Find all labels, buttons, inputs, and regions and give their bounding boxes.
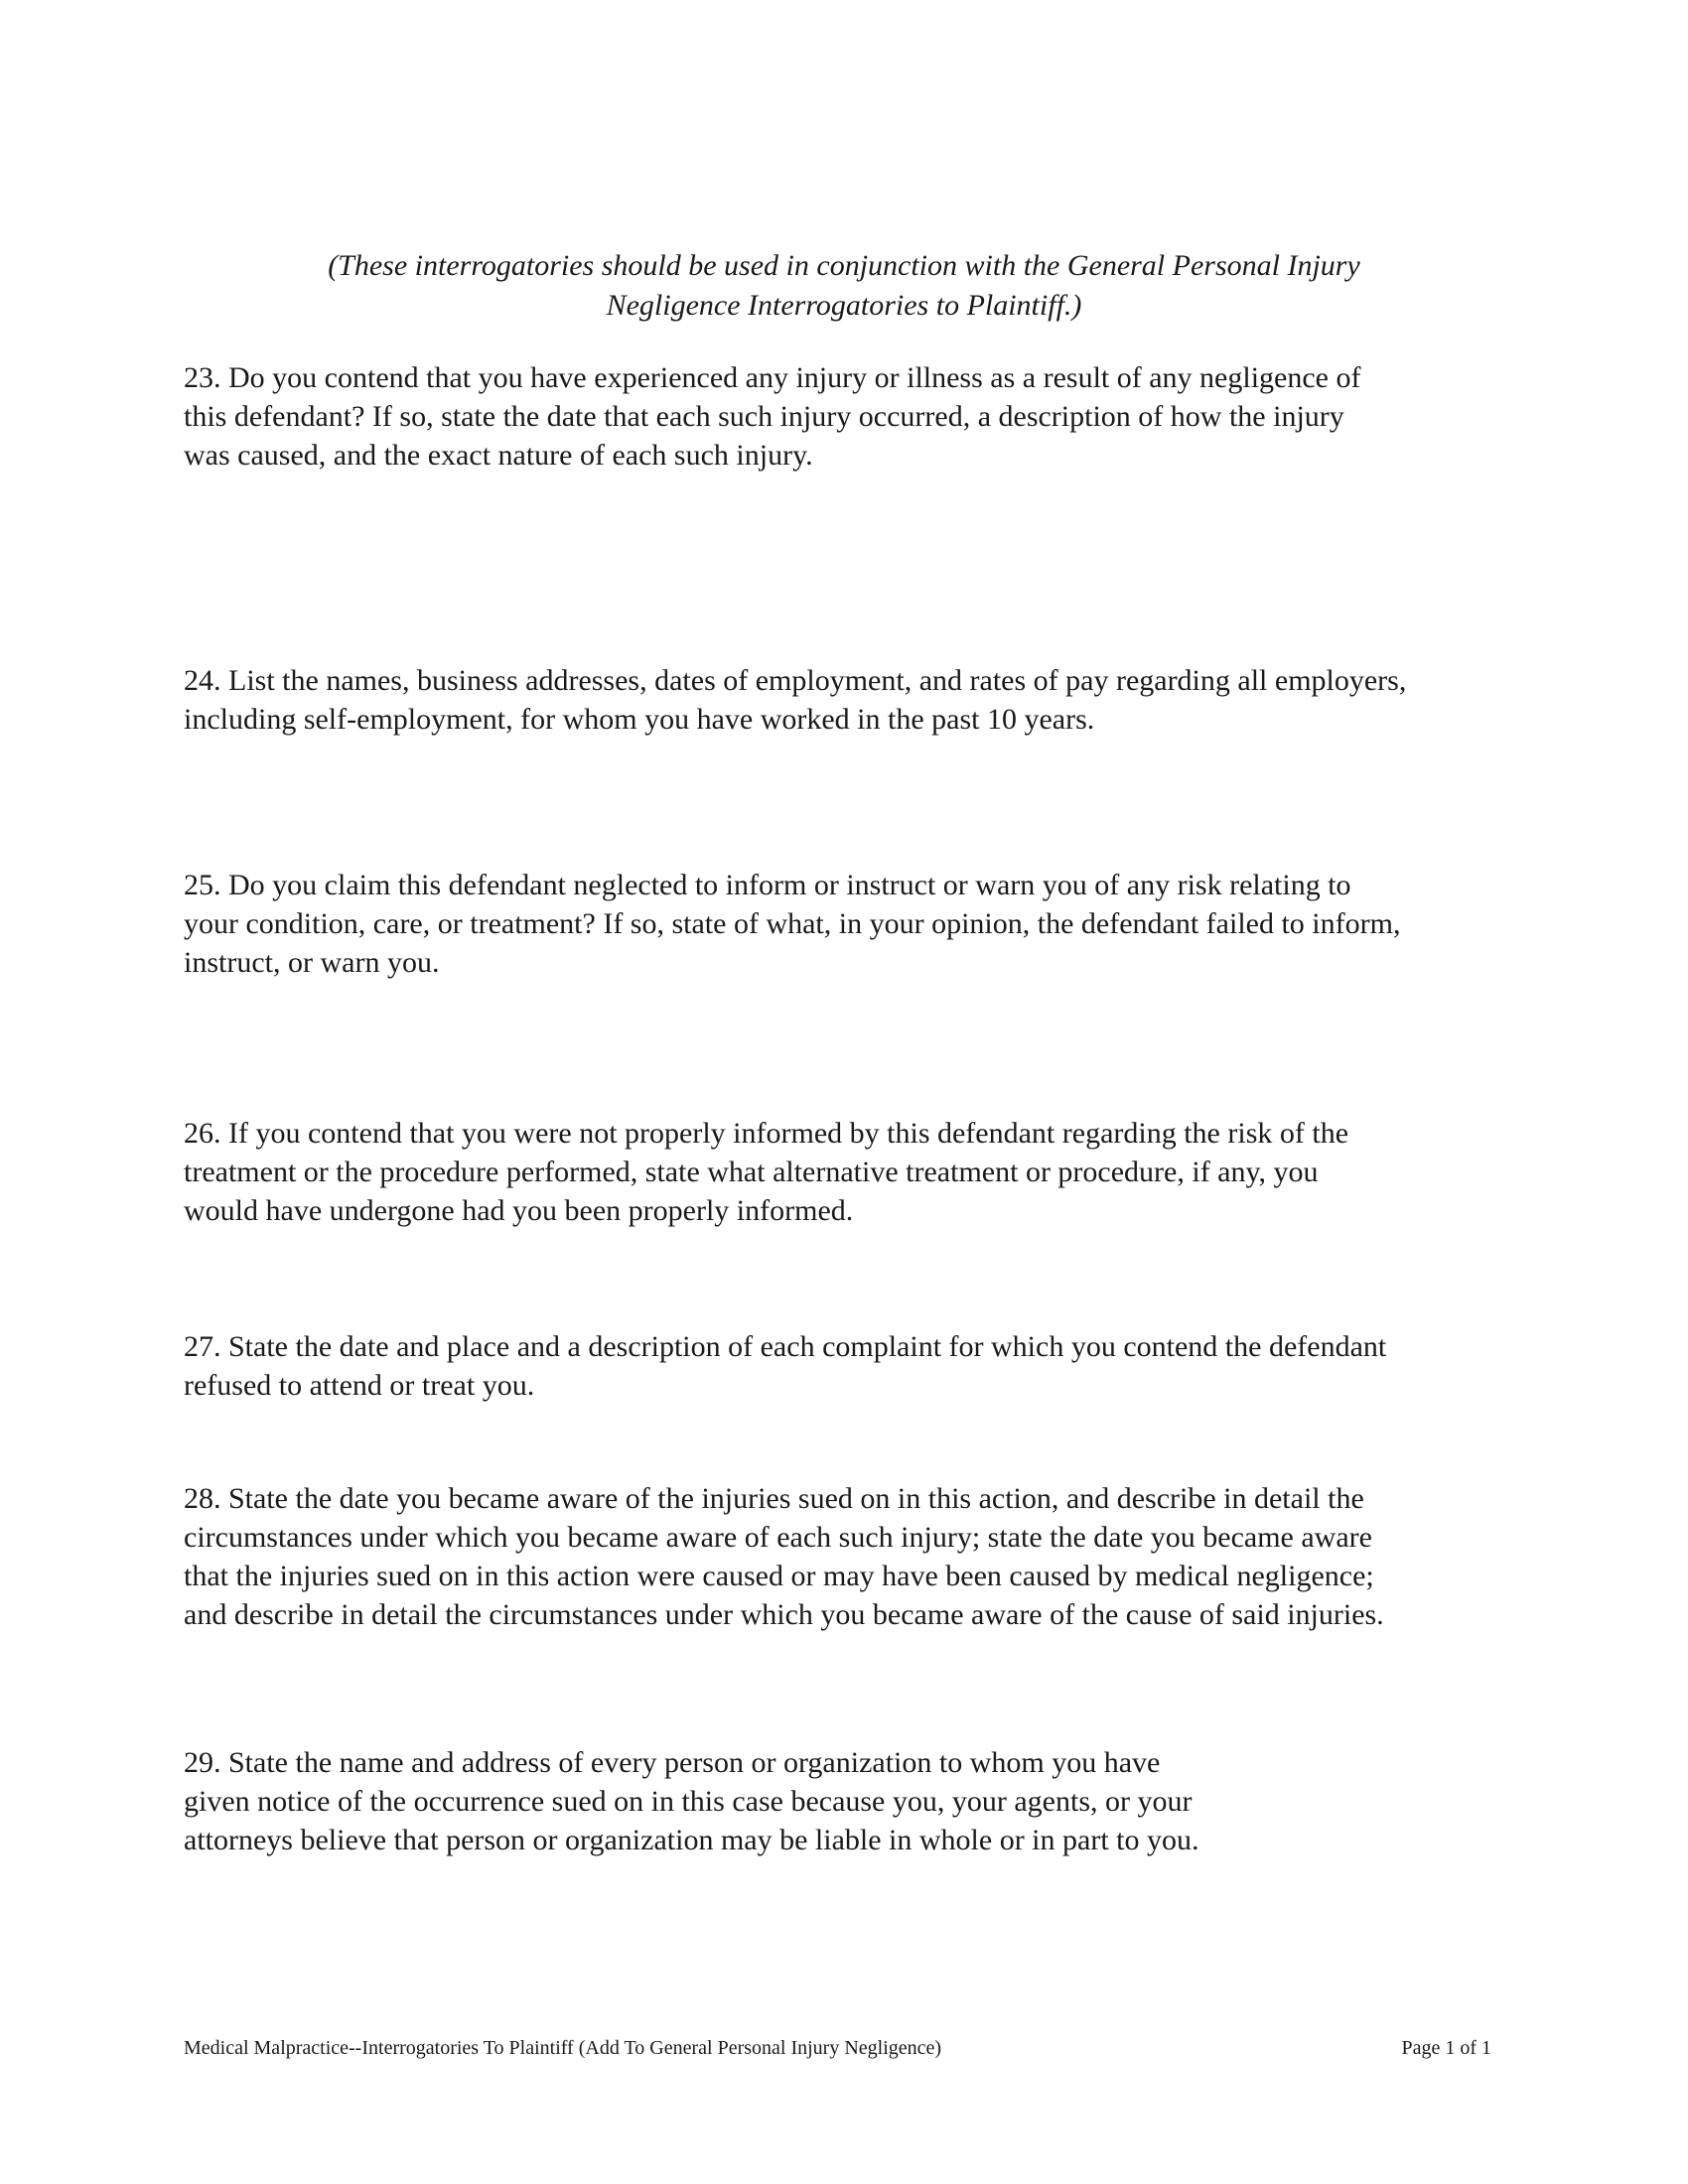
interrogatory-23: 23. Do you contend that you have experienced any injury or illness as a result of any negligence of this defendant? If so, state the date that each such injury occurred, a description of how the injury was caused, and the exact nature of each such injury. (184, 361, 1361, 472)
footer-document-title: Medical Malpractice--Interrogatories To Plaintiff (Add To General Personal Injury Negligence) (184, 2037, 942, 2059)
interrogatory-27: 27. State the date and place and a description of each complaint for which you contend the defendant refused to attend or treat you. (184, 1330, 1387, 1402)
interrogatory-24: 24. List the names, business addresses, dates of employment, and rates of pay regarding all employers, including self-employment, for whom you have worked in the past 10 years. (184, 664, 1407, 736)
interrogatory-26: 26. If you contend that you were not properly informed by this defendant regarding the risk of the treatment or the procedure performed, state what alternative treatment or procedure, if any, you would have undergone had you been properly informed. (184, 1117, 1349, 1227)
intro-note: (These interrogatories should be used in conjunction with the General Personal Injury Negligence Interrogatories to Plaintiff.) (328, 249, 1360, 322)
interrogatory-25: 25. Do you claim this defendant neglected to inform or instruct or warn you of any risk relating to your condition, care, or treatment? If so, state of what, in your opinion, the defendant failed to inform, instruct, or warn you. (184, 869, 1401, 979)
interrogatory-29: 29. State the name and address of every person or organization to whom you have given notice of the occurrence sued on in this case because you, your agents, or your attorneys believe that person or organization may be liable in whole or in part to you. (184, 1746, 1199, 1856)
footer-page-number: Page 1 of 1 (1401, 2037, 1491, 2059)
interrogatory-28: 28. State the date you became aware of the injuries sued on in this action, and describe in detail the circumstances under which you became aware of each such injury; state the date you became aware that the injuries sued on in this action were caused or may have been caused by medical negligence; and describe in detail the circumstances under which you became aware of the cause of said injuries. (184, 1482, 1384, 1631)
